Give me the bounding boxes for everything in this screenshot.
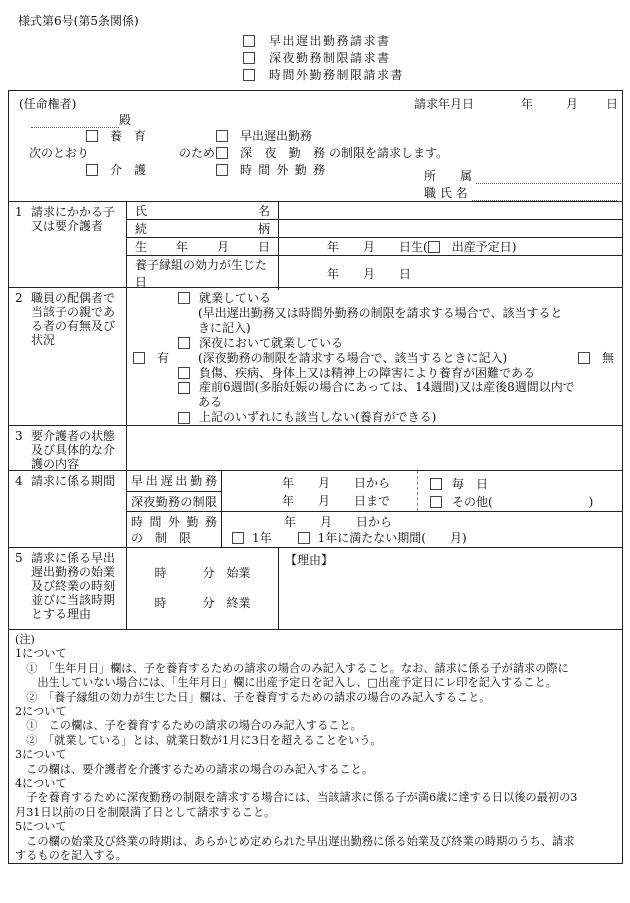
row-5-label [9,548,127,629]
checkbox-less-than-one-year[interactable] [298,532,310,544]
relation-label: 続柄 [135,222,270,236]
prenatal-postnatal-cont: ある [198,395,223,410]
nursing-label: 介 護 [110,163,147,177]
checkbox-night-employed[interactable] [178,337,190,349]
row-3-label [9,426,127,470]
row-4-request-period [9,470,622,547]
row-2-spouse-status [9,287,622,425]
overtime-limit-label-line1: 時間外勤務 [131,515,217,530]
period-group-early-night [127,471,622,511]
note-line: 出生していない場合には、「生年月日」欄に出産予定日を記入し、□出産予定日にレ印を記入すること。 [15,676,557,690]
dono-label: 殿 [119,113,132,127]
title-early-late-label: 早出遅出勤務請求書 [269,34,391,48]
note-line: 子を養育するために深夜勤務の制限を請求する場合には、当該請求に係る子が満6歳に達する日以後の最初の3 [15,791,578,805]
overtime-limit-row-label [127,512,222,547]
checkbox-every-day[interactable] [430,478,442,490]
night-work-label: 深夜勤務 [240,146,325,160]
employed-note-line2: きに記入) [198,320,251,335]
note-line: 2について [15,705,67,719]
form-number: 様式第6号(第5条関係) [18,14,139,28]
row-2-label-text: 職員の配偶者で当該子の親である者の有無及び状況 [31,291,116,347]
request-date-month-label: 月 [566,97,579,111]
spouse-no-label: 無 [601,351,614,365]
title-option-overtime-limit [243,66,404,83]
birthdate-value-prefix: 年 月 日生( [327,240,428,254]
childcare-label: 養 育 [110,129,147,143]
checkbox-title-early-late[interactable] [243,35,255,47]
night-limit-row-label: 深夜勤務の制限 [131,495,217,510]
note-line: この欄の始業及び終業の時期は、あらかじめ定められた早出遅出勤務に係る始業及び終業の時期のうち、請求 [15,834,575,848]
none-of-above-label: 上記のいずれにも該当しない(養育ができる) [199,410,437,425]
checkbox-one-year[interactable] [232,532,244,544]
period-group-overtime [127,511,622,547]
row-3-value-cell[interactable] [127,426,622,470]
row-4-number: 4 [15,474,23,488]
form-header-section [9,91,622,201]
reason-label: 【理由】 [285,553,334,567]
row-4-label [9,471,127,547]
note-line: この欄は、要介護者を介護するための請求の場合のみ記入すること。 [15,762,374,776]
relation-subrow [127,219,622,237]
checkbox-employed[interactable] [178,292,190,304]
checkbox-spouse-no[interactable] [578,352,590,364]
work-option-early-late [216,127,346,144]
work-option-overtime [216,161,346,178]
row-1-child-or-cared-person [9,201,622,287]
request-date-day-label: 日 [606,97,619,111]
prenatal-postnatal-label: 産前6週間(多胎妊娠の場合にあっては、14週間)又は産後8週間以内で [199,380,575,395]
spouse-not-exists-option [578,351,614,366]
for-the-purpose-label: のため [179,146,216,160]
overtime-work-label: 時間外勤務 [240,163,325,177]
note-line: ① この欄は、子を養育するための請求の場合のみ記入すること。 [15,719,362,733]
checkbox-prenatal-postnatal[interactable] [178,382,190,394]
birthdate-value-suffix: 出産予定日) [439,240,517,254]
less-than-one-year-label: 1年に満たない期間( 月) [317,531,467,546]
row-2-content [127,288,622,425]
overtime-from-line[interactable]: 年 月 日から [284,515,393,530]
checkbox-title-night-limit[interactable] [243,52,255,64]
birthdate-subrow [127,237,622,255]
early-late-row-label: 早出遅出勤務 [131,474,217,489]
affiliation-input-line[interactable] [476,170,621,184]
reason-cell[interactable] [279,548,622,629]
row-3-number: 3 [15,429,23,443]
request-form-table [8,90,623,864]
row-2-number: 2 [15,291,23,305]
title-overtime-limit-label: 時間外勤務制限請求書 [269,68,405,82]
period-frequency-options [418,471,622,511]
work-option-night [216,144,346,161]
start-end-time-cell[interactable] [127,548,279,629]
note-line: 4について [15,777,67,791]
checkbox-overtime-work[interactable] [216,164,228,176]
overtime-limit-label-line2: の 制 限 [131,531,192,546]
title-option-early-late [243,32,404,49]
row-3-cared-person-condition [9,425,622,470]
overtime-period-cell [222,512,622,547]
adoption-subrow [127,255,622,290]
early-late-work-label: 早出遅出勤務 [240,129,313,143]
other-frequency-label: その他( ) [452,495,594,509]
row-1-number: 1 [15,205,23,219]
row-4-label-text: 請求に係る期間 [31,474,116,488]
appointer-input-line[interactable] [31,114,119,128]
intro-suffix: の制限を請求します。 [329,146,449,160]
checkbox-night-work[interactable] [216,147,228,159]
notes-section [9,629,622,863]
note-line: 月31日以前の日を制限満了日として請求すること。 [15,805,276,819]
birthdate-label: 生年月日 [135,240,270,254]
title-option-night-limit [243,49,404,66]
affiliation-label: 所 属 [424,169,473,183]
checkbox-childcare[interactable] [86,130,98,142]
row-5-start-end-time [9,547,622,629]
request-date-label: 請求年月日 [414,97,475,111]
checkbox-title-overtime-limit[interactable] [243,69,255,81]
appointer-label: (任命権者) [19,97,77,111]
row-5-label-text: 請求に係る早出遅出勤務の始業及び終業の時刻並びに当該時期とする理由 [31,551,116,621]
row-2-label [9,288,127,425]
period-from-line: 年 月 日から [282,476,391,490]
note-line: ② 「就業している」とは、就業日数が1月に3日を超えることをいう。 [15,733,382,747]
checkbox-other-frequency[interactable] [430,496,442,508]
name-label: 氏名 [135,204,270,218]
note-line: 5について [15,820,67,834]
every-day-label: 毎 日 [452,477,489,491]
job-name-input-line[interactable] [472,187,617,201]
care-option-child [86,127,146,144]
note-line: 3について [15,748,67,762]
adoption-label: 養子縁組の効力が生じた日 [135,258,268,289]
intro-prefix: 次のとおり [29,146,90,160]
end-time-line: 時 分 終業 [154,596,251,610]
note-line: (注) [15,633,35,646]
checkbox-early-late-work[interactable] [216,130,228,142]
injury-illness-label: 負傷、疾病、身体上又は精神上の障害により養育が困難である [199,365,536,380]
row-1-label [9,202,127,287]
note-line: ② 「養子縁組の効力が生じた日」欄は、子を養育するための請求の場合のみ記入すること。 [15,690,491,704]
title-night-limit-label: 深夜勤務制限請求書 [269,51,391,65]
period-date-range-cell[interactable] [222,471,418,511]
request-date-year-label: 年 [521,97,534,111]
form-title-options [243,32,404,83]
note-line: ① 「生年月日」欄は、子を養育するための請求の場合のみ記入すること。なお、請求に係る子が請求の際に [15,661,569,675]
employed-note-line1: (早出遅出勤務又は時間外勤務の制限を請求する場合で、該当すると [198,305,563,320]
one-year-label: 1年 [252,531,272,546]
birthdate-value-cell[interactable] [279,238,622,255]
note-line: 1について [15,647,67,661]
row-3-label-text: 要介護者の状態及び具体的な介護の内容 [31,429,116,471]
note-line: するものを記入する。 [15,849,127,863]
night-employed-label: 深夜において就業している [199,335,344,350]
checkbox-birth-due-date[interactable] [428,241,440,253]
checkbox-nursing[interactable] [86,164,98,176]
row-5-number: 5 [15,551,23,565]
job-name-label: 職 氏 名 [424,186,468,200]
checkbox-injury-illness[interactable] [178,367,190,379]
period-to-line: 年 月 日まで [282,494,391,508]
start-time-line: 時 分 始業 [154,566,251,580]
night-employed-note: (深夜勤務の制限を請求する場合で、該当するときに記入) [198,350,508,365]
checkbox-spouse-yes[interactable] [133,352,145,364]
employed-label: 就業している [199,291,272,305]
name-subrow [127,202,622,219]
row-1-label-text: 請求にかかる子又は要介護者 [31,205,116,233]
care-option-nursing [86,161,146,178]
checkbox-none-of-above[interactable] [178,412,190,424]
adoption-value-cell[interactable]: 年 月 日 [327,266,412,281]
spouse-exists-option [133,351,169,366]
spouse-yes-label: 有 [157,351,170,365]
